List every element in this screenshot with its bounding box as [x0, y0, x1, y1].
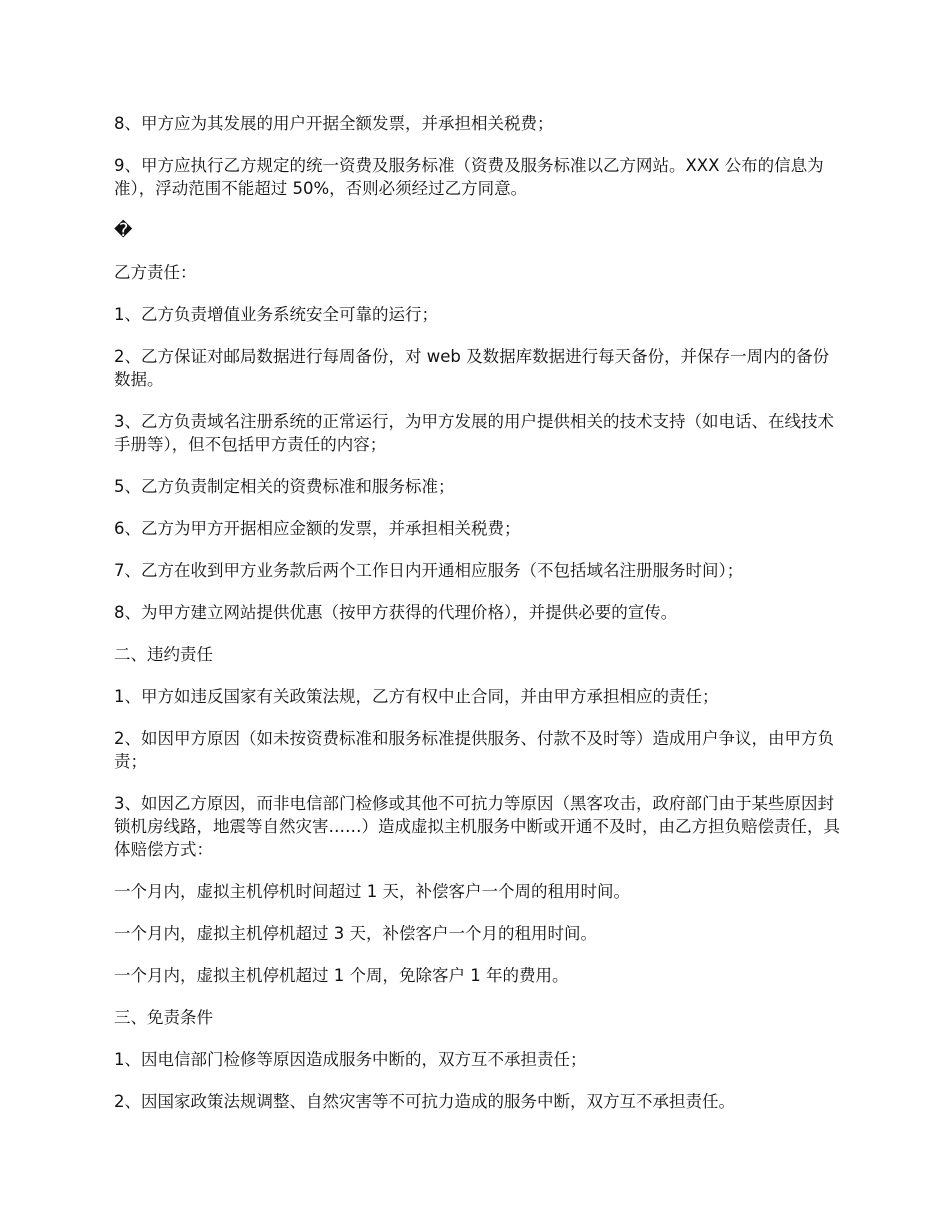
document-body [114, 112, 840, 1132]
clause-breach-3: 3、如因乙方原因，而非电信部门检修或其他不可抗力等原因（黑客攻击，政府部门由于某些原因封锁机房线路，地震等自然灾害……）造成虚拟主机服务中断或开通不及时，由乙方担负赔偿责任，具体赔偿方式： [114, 794, 840, 859]
clause-breach-1: 1、甲方如违反国家有关政策法规，乙方有权中止合同，并由甲方承担相应的责任； [114, 687, 719, 706]
clause-yi-3: 3、乙方负责域名注册系统的正常运行，为甲方发展的用户提供相关的技术支持（如电话、在线技术手册等），但不包括甲方责任的内容； [114, 412, 834, 454]
clause-jia-9: 9、甲方应执行乙方规定的统一资费及服务标准（资费及服务标准以乙方网站。XXX 公布的信息为准），浮动范围不能超过 50%，否则必须经过乙方同意。 [114, 156, 824, 198]
section-breach-liability: 二、违约责任 [114, 645, 213, 664]
compensation-1-day: 一个月内，虚拟主机停机时间超过 1 天，补偿客户一个周的租用时间。 [114, 882, 630, 901]
clause-breach-2: 2、如因甲方原因（如未按资费标准和服务标准提供服务、付款不及时等）造成用户争议，由甲方负责； [114, 729, 834, 771]
clause-yi-5: 5、乙方负责制定相关的资费标准和服务标准； [114, 477, 455, 496]
clause-yi-8: 8、为甲方建立网站提供优惠（按甲方获得的代理价格），并提供必要的宣传。 [114, 603, 678, 622]
replacement-char: � [114, 220, 133, 241]
clause-yi-6: 6、乙方为甲方开据相应金额的发票，并承担相关税费； [114, 519, 521, 538]
section-yi-responsibility: 乙方责任： [114, 263, 197, 282]
clause-yi-7: 7、乙方在收到甲方业务款后两个工作日内开通相应服务（不包括域名注册服务时间）； [114, 561, 744, 580]
compensation-1-week: 一个月内，虚拟主机停机超过 1 个周，免除客户 1 年的费用。 [114, 966, 569, 985]
clause-yi-1: 1、乙方负责增值业务系统安全可靠的运行； [114, 305, 438, 324]
clause-exemption-1: 1、因电信部门检修等原因造成服务中断的，双方互不承担责任； [114, 1050, 587, 1069]
section-exemption: 三、免责条件 [114, 1008, 213, 1027]
clause-jia-8: 8、甲方应为其发展的用户开据全额发票，并承担相关税费； [114, 114, 554, 133]
clause-yi-2: 2、乙方保证对邮局数据进行每周备份，对 web 及数据库数据进行每天备份，并保存一周内的备份数据。 [114, 347, 830, 389]
compensation-3-days: 一个月内，虚拟主机停机超过 3 天，补偿客户一个月的租用时间。 [114, 924, 597, 943]
clause-exemption-2: 2、因国家政策法规调整、自然灾害等不可抗力造成的服务中断，双方互不承担责任。 [114, 1092, 735, 1111]
